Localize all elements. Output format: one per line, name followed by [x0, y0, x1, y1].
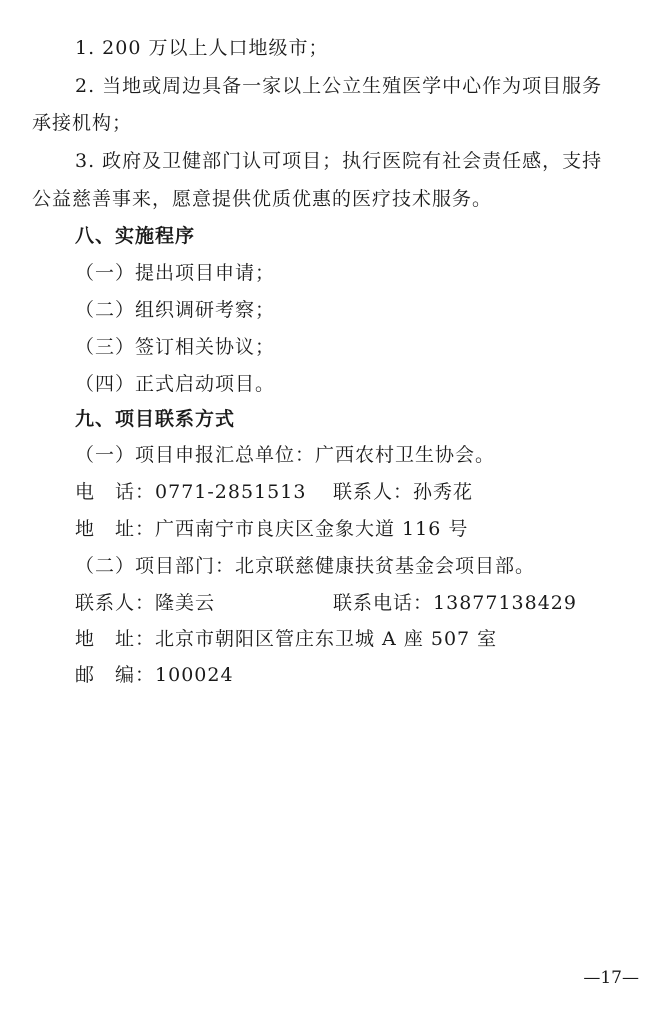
address-row-2	[75, 625, 497, 653]
procedure-step-2: （二）组织调研考察；	[75, 299, 276, 321]
procedure-step-3: （三）签订相关协议；	[75, 336, 276, 358]
condition-item-2-line-1: 2. 当地或周边具备一家以上公立生殖医学中心作为项目服务	[75, 75, 603, 97]
contact-person-value-1: 孙秀花	[413, 481, 474, 503]
procedure-step-4: （四）正式启动项目。	[75, 373, 276, 395]
address-value-1: 广西南宁市良庆区金象大道 116 号	[155, 518, 469, 540]
address-label-2: 地 址：	[75, 628, 156, 650]
condition-item-1: 1. 200 万以上人口地级市；	[75, 37, 329, 59]
condition-item-3-line-2: 公益慈善事来，愿意提供优质优惠的医疗技术服务。	[32, 188, 493, 210]
postcode-label: 邮 编：	[75, 664, 156, 686]
phone-value-1: 0771-2851513	[155, 481, 307, 503]
contact-person-row-1	[333, 478, 473, 506]
phone-label-1: 电 话：	[75, 481, 156, 503]
postcode-row	[75, 661, 234, 689]
postcode-value: 100024	[155, 664, 234, 686]
phone-label-2: 联系电话：	[333, 592, 434, 614]
section-8-title: 八、实施程序	[75, 225, 196, 247]
application-unit-1: （一）项目申报汇总单位：广西农村卫生协会。	[75, 444, 496, 466]
contact-person-row-2	[75, 589, 215, 617]
section-9-title: 九、项目联系方式	[75, 408, 236, 430]
procedure-step-1: （一）提出项目申请；	[75, 262, 276, 284]
contact-person-value-2: 隆美云	[155, 592, 216, 614]
condition-item-2-line-2: 承接机构；	[32, 112, 133, 134]
contact-person-label-1: 联系人：	[333, 481, 414, 503]
phone-value-2: 13877138429	[433, 592, 577, 614]
address-label-1: 地 址：	[75, 518, 156, 540]
address-row-1	[75, 515, 468, 543]
phone-row-1	[75, 478, 306, 506]
page-number: —17—	[583, 968, 639, 988]
application-unit-2: （二）项目部门：北京联慈健康扶贫基金会项目部。	[75, 555, 536, 577]
phone-row-2	[333, 589, 577, 617]
contact-person-label-2: 联系人：	[75, 592, 156, 614]
condition-item-3-line-1: 3. 政府及卫健部门认可项目；执行医院有社会责任感，支持	[75, 150, 603, 172]
address-value-2: 北京市朝阳区管庄东卫城 A 座 507 室	[155, 628, 498, 650]
